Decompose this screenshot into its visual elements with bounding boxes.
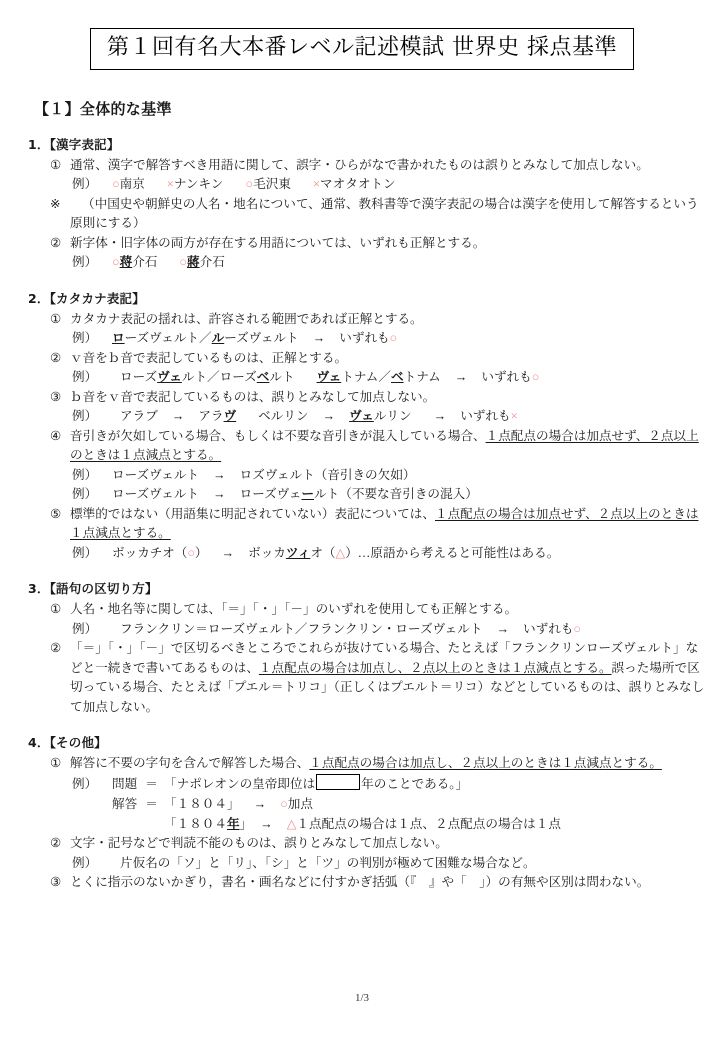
ok-mark-icon: ○ [245,177,254,192]
example-term: 毛沢東 [253,177,291,192]
item-text-underlined: １点配点の場合は加点し、２点以上のときは１点減点とする。 [258,660,612,675]
page-footer: 1/3 [354,992,370,1004]
item-marker: ⑤ [50,506,62,521]
item-marker: ① [50,602,62,617]
item-marker: ③ [50,389,62,404]
triangle-mark-icon: △ [286,817,297,832]
group-title: 【語句の区切り方】 [49,581,158,597]
emphasized-char: ル [211,331,225,346]
example-term: 介石 [199,255,225,270]
triangle-mark-icon: △ [335,545,346,560]
group-number: 1． [28,136,50,152]
answer-text-mid: 」 [239,817,253,832]
example-row [72,485,724,505]
ng-mark-icon: × [312,177,321,192]
example-row [72,368,724,388]
example-term: 介石 [132,255,158,270]
emphasized-char: ヴェ [349,409,374,424]
list-item [50,388,724,408]
list-item [50,505,724,544]
arrow-icon: → [433,409,447,424]
group-katakana [28,289,724,564]
example-row [72,407,724,427]
item-text-post: 誤った場所で区切っている場合、たとえば「プエル＝トリコ」（正しくはプエルト＝リコ）などとしているものは、誤りとみなして加点しない。 [70,660,705,714]
example-term: ロズヴェルト（音引きの欠如） [239,467,416,482]
question-text-post: 年のことである。」 [361,776,469,791]
emphasized-char: ヴェ [157,370,182,385]
item-text: 新字体・旧字体の両方が存在する用語については、いずれも正解とする。 [70,235,486,250]
item-text-underlined: １点配点の場合は加点し、２点以上のときは１点減点とする。 [309,756,662,771]
example-key [112,774,164,794]
item-text-plain: 「＝」「・」「－」で区切るべきところでこれらが抜けている場合、たとえば「フランクリンローズヴェルト」などと一続きで書いてあるものは、 [70,641,699,675]
ng-mark-icon: × [166,177,174,192]
item-text [70,639,724,717]
group-number: 4． [28,735,50,751]
emphasized-char: ベ [391,370,404,385]
example-text [112,544,724,564]
example-text [112,407,724,427]
example-text [112,620,724,640]
example-label: 例） [72,621,98,636]
result-text: いずれも [339,331,390,346]
result-text: いずれも [523,621,574,636]
emphasized-char: ー [301,487,315,502]
item-marker: ① [50,756,62,771]
item-text-plain: 標準的ではない（用語集に明記されていない）表記については、 [70,506,435,521]
example-term: ボッカチオ（ [112,545,188,560]
example-label: 例） [72,467,98,482]
example-label: 例） [72,776,98,791]
list-item [50,156,724,176]
list-item [50,834,724,854]
example-term: ナンキン [173,177,224,192]
group-heading [28,733,724,751]
example-term: マオタオトン [320,177,396,192]
answer-text: 「１８０４」 [164,797,240,812]
example-key-text: 解答 [112,797,138,812]
example-term: ローズ [120,370,158,385]
question-text-pre: 「ナポレオンの皇帝即位は [164,776,316,791]
item-text [70,505,724,544]
example-term: ） [194,545,208,560]
group-title: 【その他】 [49,735,107,751]
example-label: 例） [72,177,98,192]
example-term: フランクリン＝ローズヴェルト／フランクリン・ローズヴェルト [120,621,483,636]
arrow-icon: → [312,331,326,346]
example-text [112,368,724,388]
arrow-icon: → [171,409,185,424]
arrow-icon: → [253,797,267,812]
example-term: ーズヴェルト／ [124,331,212,346]
group-number: 2． [28,290,50,306]
emphasized-char: ヴェ [316,370,342,385]
example-term: アラブ [120,409,158,424]
item-text: 文字・記号などで判読不能のものは、誤りとみなして加点しない。 [70,836,448,851]
example-row [72,253,724,273]
list-item [50,234,724,254]
example-text [112,175,724,195]
example-row [72,794,724,814]
list-item [50,310,724,330]
ok-mark-icon: ○ [112,177,120,192]
emphasized-char: 蔣 [187,255,200,270]
blank-answer-box [316,774,360,790]
list-item [50,349,724,369]
note-row [50,195,724,234]
example-row [72,175,724,195]
item-text [70,754,724,774]
ok-mark-icon: ○ [573,621,582,636]
answer-text: 「１８０４ [164,817,227,832]
arrow-icon: → [213,467,226,482]
example-term: ローズヴェルト [112,487,200,502]
example-term: ボッカ [248,545,286,560]
example-label: 例） [72,409,98,424]
result-text: いずれも [481,370,532,385]
example-term: トナム [403,370,441,385]
ok-mark-icon: ○ [179,255,187,270]
example-label: 例） [72,331,98,346]
example-key [112,794,164,814]
group-heading [28,289,724,307]
item-marker: ② [50,235,62,250]
title-container [36,28,688,70]
document-page [0,28,724,1052]
group-heading [28,135,724,153]
item-text-underlined: １点配点の場合は加点せず、２点以上のときは１点減点とする。 [70,428,699,463]
example-term: ルト（不要な音引きの混入） [314,487,478,502]
example-text [112,329,724,349]
example-term: ーズヴェルト [224,331,299,346]
example-row [72,329,724,349]
item-text-plain: 解答に不要の字句を含んで解答した場合、 [70,756,310,771]
example-text [112,466,724,486]
arrow-icon: → [496,621,510,636]
ng-mark-icon: × [510,409,518,424]
arrow-icon: → [454,370,468,385]
ok-mark-icon: ○ [187,545,195,560]
example-label: 例） [72,370,98,385]
equals-sign: ＝ [145,776,158,791]
item-marker: ② [50,350,62,365]
example-term: ローズヴェ [239,487,302,502]
emphasized-char: ベ [256,370,270,385]
emphasized-char: 年 [226,817,240,832]
example-label: 例） [72,255,98,270]
list-item [50,427,724,466]
ok-mark-icon: ○ [112,255,120,270]
answer-result: １点配点の場合は１点、２点配点の場合は１点 [296,817,561,832]
list-item [50,600,724,620]
item-marker: ② [50,836,62,851]
example-label [72,794,112,814]
group-title: 【カタカナ表記】 [49,290,145,306]
arrow-icon: → [213,487,226,502]
group-number: 3． [28,581,50,597]
example-term: ルト [269,370,295,385]
emphasized-char: ツィ [285,545,311,560]
item-text-underlined: １点配点の場合は加点せず、２点以上のときは１点減点とする。 [70,506,699,541]
arrow-icon: → [260,817,273,832]
emphasized-char: 蒋 [119,255,133,270]
example-term: ベルリン [258,409,309,424]
note-text: （中国史や朝鮮史の人名・地名について、通常、教科書等で漢字表記の場合は漢字を使用して解答するという原則にする） [70,196,699,231]
example-label [72,814,112,834]
arrow-icon: → [322,409,336,424]
example-value [164,774,724,794]
item-text [70,427,724,466]
example-label: 例） [72,487,98,502]
item-marker: ② [50,641,62,656]
equals-sign: ＝ [145,797,158,812]
example-row [72,854,724,874]
group-word-separation [28,579,724,717]
example-text [112,253,724,273]
list-item [50,639,724,717]
item-text: ｂ音をｖ音で表記しているものは、誤りとみなして加点しない。 [70,389,436,404]
section-heading: 【１】全体的な基準 [34,99,172,118]
example-term: ローズヴェルト [112,467,200,482]
emphasized-char: ヴ [223,409,237,424]
example-term: 片仮名の「ソ」と「リ」、「シ」と「ツ」の判別が極めて困難な場合など。 [120,855,536,870]
example-row [72,466,724,486]
ok-mark-icon: ○ [389,331,398,346]
list-item [50,754,724,774]
group-other [28,733,724,892]
example-term: ルリン [373,409,412,424]
example-text [112,854,724,874]
example-label: 例） [72,855,98,870]
list-item [50,873,724,893]
item-text: 通常、漢字で解答すべき用語に関して、誤字・ひらがなで書かれたものは誤りとみなして加点しない。 [70,157,649,172]
group-heading [28,579,724,597]
example-term: 南京 [119,177,145,192]
example-row [72,814,724,834]
answer-result: 加点 [287,797,313,812]
arrow-icon: → [221,545,235,560]
example-term: ）…原語から考えると可能性はある。 [345,545,560,560]
example-value [164,794,724,814]
item-text: カタカナ表記の揺れは、許容される範囲であれば正解とする。 [70,311,423,326]
reference-mark-icon: ※ [50,196,61,211]
item-marker: ① [50,311,62,326]
group-title: 【漢字表記】 [49,136,120,152]
example-row [72,544,724,564]
example-label: 例） [72,545,98,560]
emphasized-char: ロ [112,331,125,346]
example-value [164,814,724,834]
example-term: アラ [198,409,224,424]
item-text-plain: 音引きが欠如している場合、もしくは不要な音引きが混入している場合、 [70,428,486,443]
item-text: とくに指示のないかぎり，書名・画名などに付すかぎ括弧（『 』や「 」）の有無や区別は問わない。 [70,875,650,890]
group-kanji [28,135,724,273]
example-row [72,620,724,640]
item-marker: ④ [50,428,62,443]
item-marker: ③ [50,875,62,890]
example-key [112,814,164,834]
example-term: オ（ [310,545,336,560]
ok-mark-icon: ○ [531,370,540,385]
example-key-text: 問題 [112,776,138,791]
example-text [112,485,724,505]
result-text: いずれも [460,409,511,424]
item-marker: ① [50,157,62,172]
example-term: ルト／ローズ [181,370,257,385]
item-text: 人名・地名等に関しては、「＝」「・」「－」のいずれを使用しても正解とする。 [70,602,518,617]
example-row [72,774,724,794]
item-text: ｖ音をｂ音で表記しているものは、正解とする。 [70,350,348,365]
page-title: 第１回有名大本番レベル記述模試 世界史 採点基準 [90,28,634,70]
example-term: トナム／ [341,370,391,385]
ok-mark-icon: ○ [280,797,288,812]
